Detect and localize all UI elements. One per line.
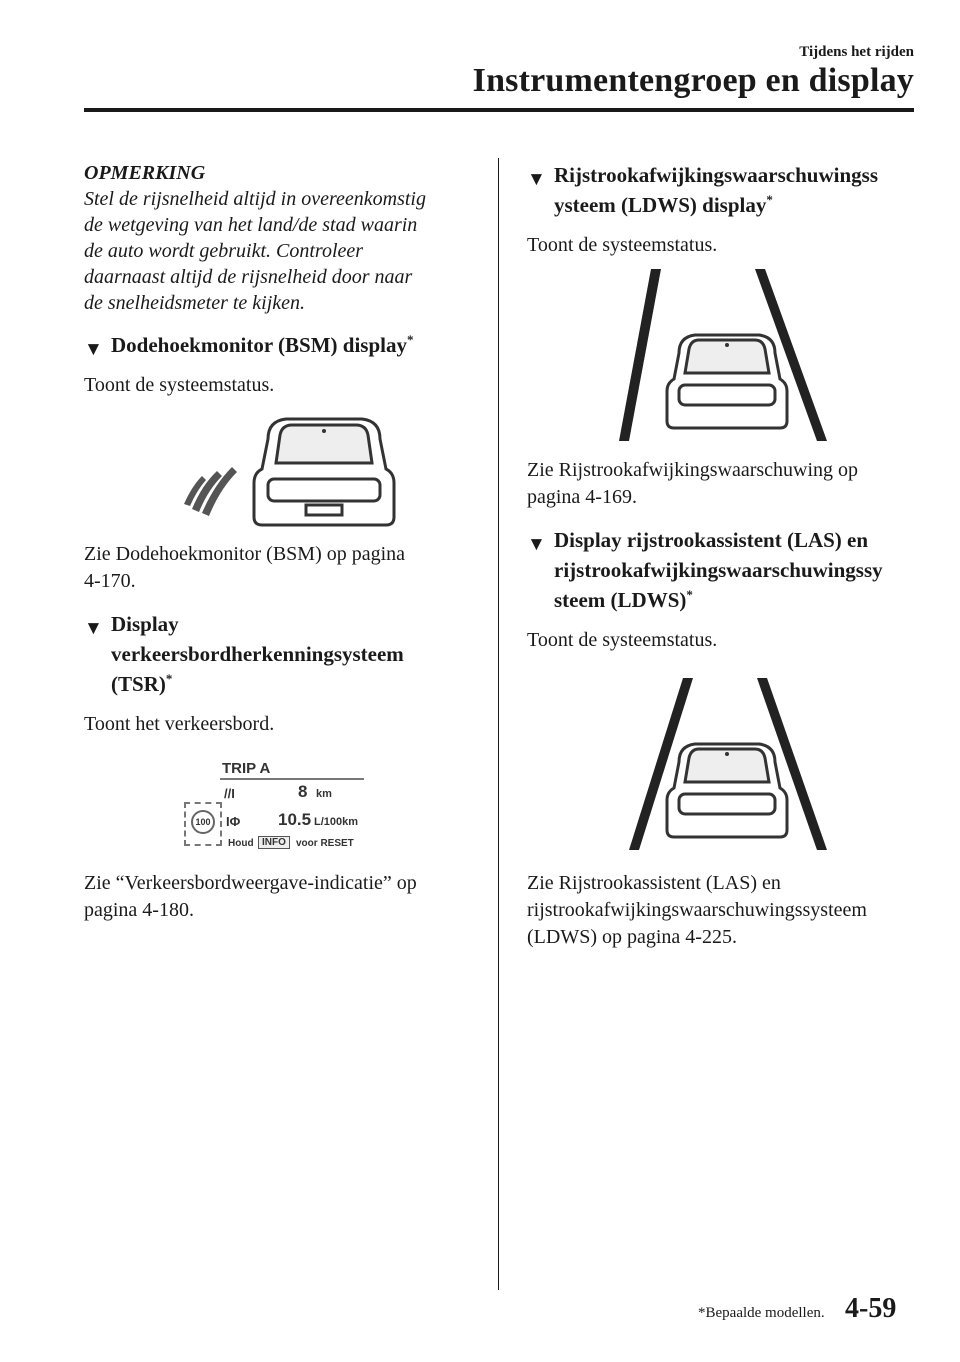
trip-label: TRIP A bbox=[222, 760, 271, 777]
trip-distance-unit: km bbox=[316, 788, 332, 800]
bsm-reference bbox=[84, 541, 480, 595]
las-status: Toont de systeemstatus. bbox=[527, 629, 718, 651]
section-marker-icon: ▼ bbox=[527, 534, 546, 555]
note-line: de auto wordt gebruikt. Controleer bbox=[84, 240, 364, 262]
lane-car-icon bbox=[527, 269, 917, 445]
las-heading-line: steem (LDWS) bbox=[554, 588, 687, 612]
tsr-heading-line: (TSR) bbox=[111, 672, 166, 696]
section-marker-icon: ▼ bbox=[527, 169, 546, 190]
info-badge: INFO bbox=[258, 836, 290, 849]
trip-rule bbox=[220, 778, 364, 780]
right-column bbox=[527, 160, 917, 951]
asterisk: * bbox=[165, 671, 173, 686]
asterisk: * bbox=[406, 332, 414, 347]
tsr-reference bbox=[84, 870, 480, 924]
header-rule bbox=[84, 108, 914, 112]
note-line: daarnaast altijd de rijsnelheid door naar bbox=[84, 266, 413, 288]
ref-line: (LDWS) op pagina 4-225. bbox=[527, 926, 737, 948]
footnote: *Bepaalde modellen. bbox=[698, 1305, 825, 1321]
lane-car-icon bbox=[527, 678, 917, 858]
las-heading bbox=[527, 525, 917, 615]
asterisk: * bbox=[686, 587, 693, 602]
ldws-heading-line: ysteem (LDWS) display bbox=[554, 193, 767, 217]
trip-display bbox=[184, 758, 484, 858]
ref-line: Zie Rijstrookafwijkingswaarschuwing op bbox=[527, 459, 859, 481]
bsm-car-icon bbox=[84, 409, 480, 529]
left-column bbox=[84, 160, 480, 924]
ref-line: Zie “Verkeersbordweergave-indicatie” op bbox=[84, 872, 417, 894]
ref-line: Zie Rijstrookassistent (LAS) en bbox=[527, 872, 781, 894]
tsr-heading-line: verkeersbordherkenningsysteem bbox=[111, 642, 404, 666]
bsm-heading-text: Dodehoekmonitor (BSM) display bbox=[111, 333, 407, 357]
ref-line: rijstrookafwijkingswaarschuwingssysteem bbox=[527, 899, 867, 921]
ldws-status: Toont de systeemstatus. bbox=[527, 234, 718, 256]
fuel-consumption: 10.5 bbox=[278, 810, 312, 829]
bsm-status: Toont de systeemstatus. bbox=[84, 374, 275, 396]
note-heading: OPMERKING bbox=[84, 162, 206, 184]
tsr-heading-line: Display bbox=[111, 612, 179, 636]
las-heading-line: rijstrookafwijkingswaarschuwingssy bbox=[554, 558, 883, 582]
note-line: de snelheidsmeter te kijken. bbox=[84, 292, 306, 314]
reset-label: voor RESET bbox=[296, 838, 354, 849]
las-reference bbox=[527, 870, 917, 951]
asterisk: * bbox=[766, 192, 773, 207]
tsr-heading bbox=[84, 609, 480, 699]
note-line: de wetgeving van het land/de stad waarin bbox=[84, 214, 418, 236]
tsr-status: Toont het verkeersbord. bbox=[84, 713, 275, 735]
road-icon: //I bbox=[224, 786, 235, 801]
ref-line: pagina 4-180. bbox=[84, 899, 194, 921]
ref-line: Zie Dodehoekmonitor (BSM) op pagina bbox=[84, 543, 406, 565]
trip-distance: 8 bbox=[298, 782, 308, 801]
bsm-figure bbox=[84, 409, 480, 529]
bsm-heading bbox=[84, 330, 480, 360]
hold-label: Houd bbox=[228, 838, 254, 849]
fuel-consumption-unit: L/100km bbox=[314, 816, 359, 828]
section-label: Tijdens het rijden bbox=[799, 44, 914, 60]
ldws-heading bbox=[527, 160, 917, 220]
page-number: 4-59 bbox=[845, 1293, 897, 1324]
column-divider bbox=[498, 158, 499, 1290]
note-line: Stel de rijsnelheid altijd in overeenkomstig bbox=[84, 188, 426, 210]
speed-sign-icon: 100 bbox=[191, 810, 215, 834]
las-figure bbox=[527, 678, 917, 858]
page-title: Instrumentengroep en display bbox=[472, 62, 914, 99]
ldws-heading-line: Rijstrookafwijkingswaarschuwingss bbox=[554, 163, 878, 187]
las-heading-line: Display rijstrookassistent (LAS) en bbox=[554, 528, 869, 552]
note-body bbox=[84, 186, 480, 316]
fuel-icon: IΦ bbox=[226, 814, 241, 829]
radar-wave-icon bbox=[184, 467, 237, 516]
ldws-figure bbox=[527, 269, 917, 445]
ldws-reference bbox=[527, 457, 917, 511]
ref-line: pagina 4-169. bbox=[527, 486, 637, 508]
section-marker-icon: ▼ bbox=[84, 339, 103, 360]
ref-line: 4-170. bbox=[84, 570, 136, 592]
section-marker-icon: ▼ bbox=[84, 618, 103, 639]
